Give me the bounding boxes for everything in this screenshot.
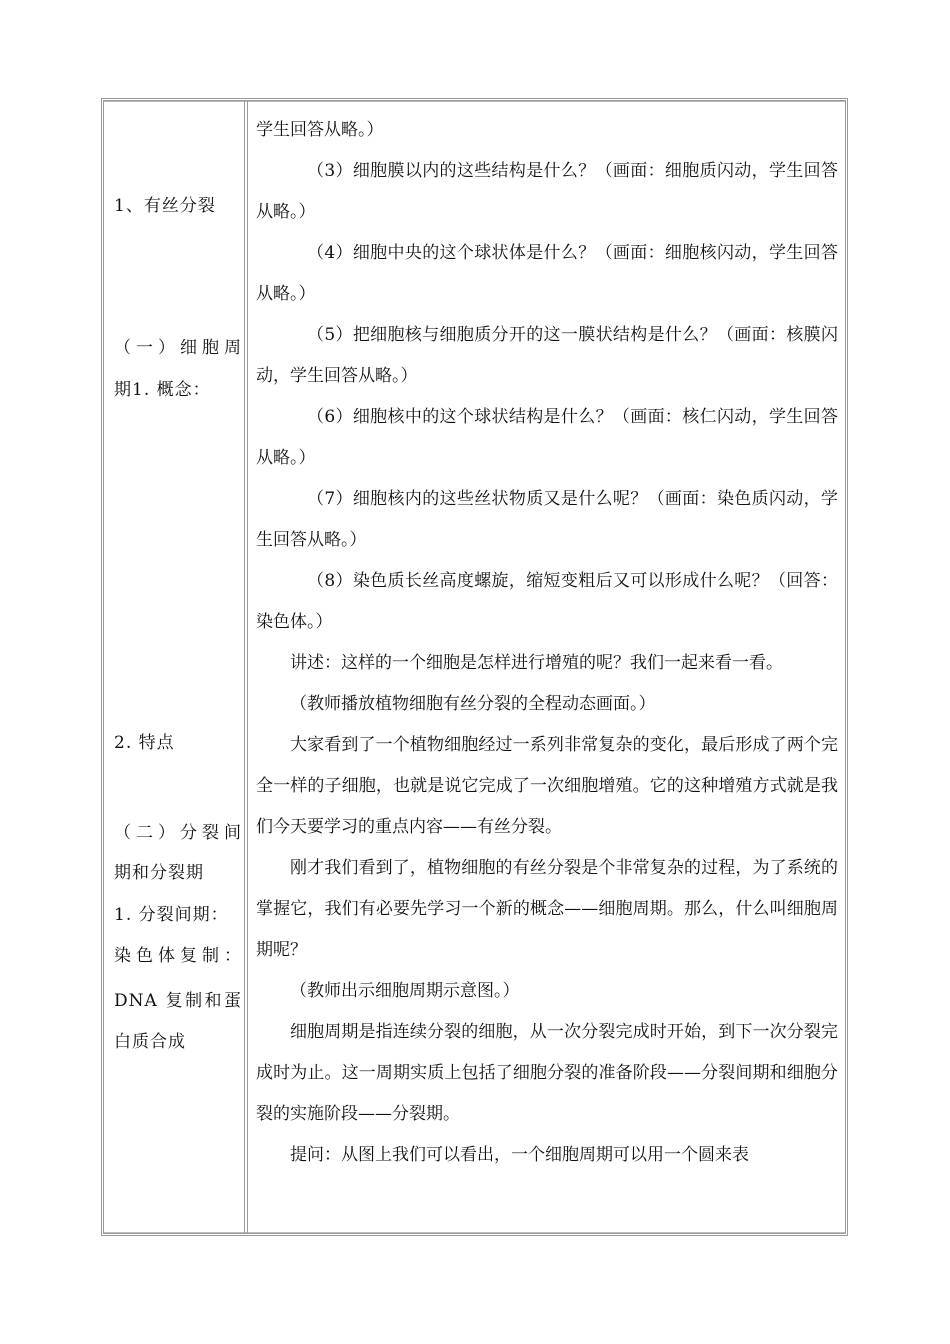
left-heading-cell-cycle: （一）细胞周 — [114, 338, 242, 358]
left-heading-interphase: 1. 分裂间期： — [114, 905, 229, 925]
paragraph: （教师出示细胞周期示意图。） — [290, 981, 520, 1001]
left-item-protein-synthesis: 白质合成 — [114, 1032, 186, 1052]
paragraph: 大家看到了一个植物细胞经过一系列非常复杂的变化，最后形成了两个完全一样的子细胞，也就是说它完成了一次细胞增殖。它的这种增殖方式就是我们今天要学习的重点内容——有丝分裂。 — [256, 735, 838, 837]
left-item-dna-replication: DNA 复制和蛋 — [114, 991, 242, 1011]
paragraph: （3）细胞膜以内的这些结构是什么？（画面：细胞质闪动，学生回答从略。） — [256, 161, 838, 222]
paragraph: 学生回答从略。） — [256, 120, 384, 140]
paragraph: （8）染色质长丝高度螺旋，缩短变粗后又可以形成什么呢？（回答：染色体。） — [256, 571, 838, 632]
left-heading-concept: 期1. 概念： — [114, 380, 211, 400]
left-heading-mitosis: 1、有丝分裂 — [114, 196, 216, 216]
paragraph: 细胞周期是指连续分裂的细胞，从一次分裂完成时开始，到下一次分裂完成时为止。这一周期实质上包括了细胞分裂的准备阶段——分裂间期和细胞分裂的实施阶段——分裂期。 — [256, 1022, 838, 1124]
paragraph: （5）把细胞核与细胞质分开的这一膜状结构是什么？（画面：核膜闪动，学生回答从略。） — [256, 325, 838, 386]
left-item-chromosome-replication: 染色体复制： — [114, 946, 242, 966]
table-inner-bottom-rule — [104, 1232, 845, 1233]
paragraph: （7）细胞核内的这些丝状物质又是什么呢？（画面：染色质闪动，学生回答从略。） — [256, 489, 838, 550]
left-heading-interphase-mitotic: （二）分裂间 — [114, 823, 242, 843]
left-heading-features: 2. 特点 — [114, 733, 175, 753]
left-heading-interphase-mitotic-cont: 期和分裂期 — [114, 863, 204, 883]
column-divider — [244, 101, 248, 1234]
table-inner-top-rule — [104, 101, 845, 102]
paragraph: （教师播放植物细胞有丝分裂的全程动态画面。） — [290, 694, 656, 714]
paragraph: （4）细胞中央的这个球状体是什么？（画面：细胞核闪动，学生回答从略。） — [256, 243, 838, 304]
paragraph: 提问：从图上我们可以看出，一个细胞周期可以用一个圆来表 — [290, 1145, 749, 1165]
paragraph: （6）细胞核中的这个球状结构是什么？（画面：核仁闪动，学生回答从略。） — [256, 407, 838, 468]
paragraph: 讲述：这样的一个细胞是怎样进行增殖的呢？我们一起来看一看。 — [290, 653, 783, 673]
paragraph: 刚才我们看到了，植物细胞的有丝分裂是个非常复杂的过程，为了系统的掌握它，我们有必要先学习一个新的概念——细胞周期。那么，什么叫细胞周期呢？ — [256, 858, 838, 960]
lesson-body — [256, 110, 838, 1176]
